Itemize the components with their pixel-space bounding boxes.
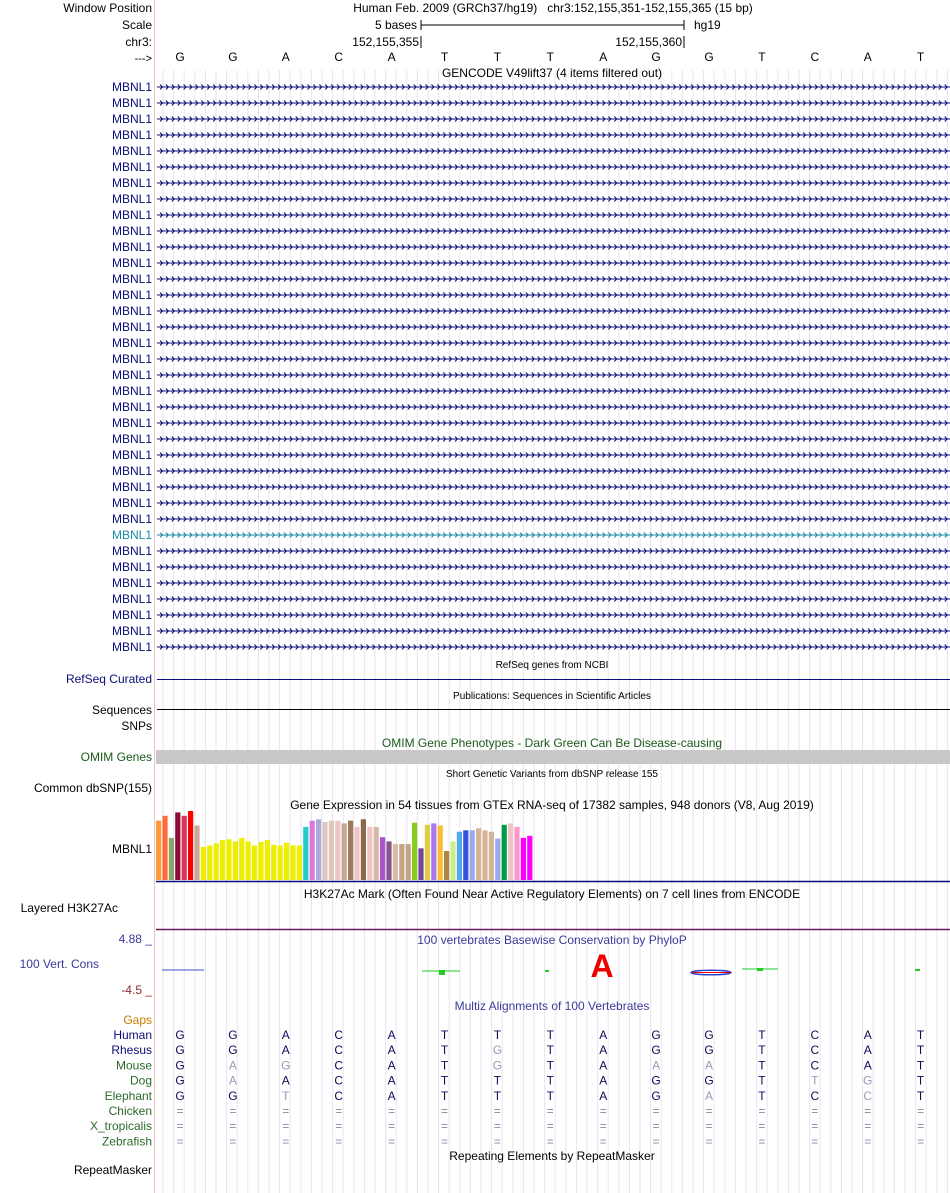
gtex-tissue-bar[interactable] <box>284 843 289 880</box>
gtex-tissue-bar[interactable] <box>214 843 219 880</box>
alignment-base: = <box>176 1134 184 1149</box>
alignment-base: G <box>651 1073 661 1088</box>
alignment-base: G <box>704 1073 714 1088</box>
alignment-base: A <box>599 1073 608 1088</box>
alignment-base: C <box>810 1028 820 1042</box>
alignment-base: = <box>493 1104 501 1118</box>
gtex-tissue-bar[interactable] <box>489 832 494 880</box>
alignment-base: = <box>176 1104 184 1118</box>
alignment-base: T <box>282 1088 290 1103</box>
base-sequence-row <box>175 50 925 64</box>
gencode-gene-label[interactable]: MBNL1 <box>111 320 152 334</box>
alignment-base: T <box>493 1028 502 1042</box>
conservation-label[interactable]: 100 Vert. Cons <box>19 957 99 971</box>
gtex-tissue-bar[interactable] <box>329 821 334 880</box>
alignment-base: = <box>811 1119 819 1134</box>
gtex-tissue-bar[interactable] <box>169 838 174 880</box>
gtex-tissue-bar[interactable] <box>316 819 321 880</box>
alignment-base: = <box>758 1134 766 1149</box>
sequence-base: C <box>334 50 344 64</box>
gtex-tissue-bar[interactable] <box>470 830 475 880</box>
alignment-base: C <box>334 1058 344 1073</box>
gencode-title[interactable]: GENCODE V49lift37 (4 items filtered out) <box>441 66 663 80</box>
gtex-tissue-bar[interactable] <box>156 821 161 880</box>
gtex-tissue-bar[interactable] <box>457 832 462 880</box>
gencode-gene-label[interactable]: MBNL1 <box>111 576 152 590</box>
gencode-gene-label[interactable]: MBNL1 <box>111 560 152 574</box>
alignment-base: A <box>652 1058 661 1073</box>
alignment-base: G <box>175 1043 185 1058</box>
gtex-tissue-bar[interactable] <box>175 812 180 880</box>
alignment-base: G <box>863 1073 873 1088</box>
alignment-base: A <box>863 1028 872 1042</box>
alignment-base: A <box>599 1088 608 1103</box>
gtex-tissue-bar[interactable] <box>310 821 315 880</box>
alignment-base: T <box>758 1043 766 1058</box>
alignment-base: = <box>758 1119 766 1134</box>
alignment-base: C <box>334 1073 344 1088</box>
alignment-base: = <box>652 1119 660 1134</box>
alignment-base: = <box>229 1119 237 1134</box>
omim-label[interactable]: OMIM Genes <box>80 750 152 764</box>
alignment-base: = <box>440 1119 449 1134</box>
alignment-base: = <box>546 1104 554 1118</box>
refseq-title[interactable]: RefSeq genes from NCBI <box>495 660 609 671</box>
alignment-base: = <box>599 1134 607 1149</box>
multiz-title[interactable]: Multiz Alignments of 100 Vertebrates <box>454 999 650 1013</box>
alignment-base: A <box>387 1058 396 1073</box>
window-position-text[interactable]: Human Feb. 2009 (GRCh37/hg19) chr3:152,155,351-152,155,365 (15 bp) <box>353 1 753 15</box>
gencode-gene-label[interactable]: MBNL1 <box>111 608 152 622</box>
alignment-base: T <box>493 1088 502 1103</box>
species-label[interactable]: X_tropicalis <box>89 1119 152 1134</box>
gtex-tissue-bar[interactable] <box>297 846 302 881</box>
gencode-gene-label[interactable]: MBNL1 <box>111 592 152 606</box>
gtex-tissue-bar[interactable] <box>188 811 193 880</box>
conservation-max-label: 4.88 _ <box>118 932 152 946</box>
alignment-base: T <box>916 1058 925 1073</box>
gtex-tissue-bar[interactable] <box>354 827 359 880</box>
gtex-tissue-bar[interactable] <box>444 851 449 880</box>
scale-text: 5 bases <box>374 18 417 32</box>
alignment-base: G <box>228 1088 238 1103</box>
gtex-tissue-bar[interactable] <box>521 838 526 880</box>
alignment-base: = <box>493 1119 501 1134</box>
alignment-base: T <box>440 1073 449 1088</box>
h3k27ac-title[interactable]: H3K27Ac Mark (Often Found Near Active Regulatory Elements) on 7 cell lines from ENCODE <box>303 887 801 901</box>
gtex-tissue-bar[interactable] <box>412 823 417 880</box>
gencode-gene-label[interactable]: MBNL1 <box>111 464 152 478</box>
gtex-title[interactable]: Gene Expression in 54 tissues from GTEx RNA-seq of 17382 samples, 948 donors (V8, Aug 2019) <box>290 798 814 812</box>
conservation-min-label: -4.5 _ <box>121 983 152 997</box>
alignment-base: T <box>546 1058 554 1073</box>
alignment-base: A <box>863 1058 872 1073</box>
gtex-tissue-bar[interactable] <box>399 844 404 880</box>
alignment-base: T <box>546 1043 554 1058</box>
alignment-base: G <box>651 1028 661 1042</box>
gtex-tissue-bar[interactable] <box>201 847 206 880</box>
alignment-base: G <box>651 1088 661 1103</box>
alignment-base: = <box>758 1104 766 1118</box>
gencode-gene-label[interactable]: MBNL1 <box>111 432 152 446</box>
alignment-base: A <box>281 1043 290 1058</box>
alignment-base: = <box>388 1134 396 1149</box>
gtex-tissue-bar[interactable] <box>450 841 455 880</box>
sequence-base: G <box>175 50 185 64</box>
gencode-gene-label[interactable]: MBNL1 <box>111 96 152 110</box>
chr-label: chr3: <box>125 35 152 49</box>
alignment-base: A <box>387 1043 396 1058</box>
gtex-tissue-bar[interactable] <box>386 841 391 880</box>
alignment-base: G <box>228 1028 238 1042</box>
alignment-base: = <box>864 1134 872 1149</box>
alignment-base: = <box>864 1104 872 1118</box>
alignment-base: = <box>229 1134 237 1149</box>
alignment-base: T <box>440 1028 449 1042</box>
gtex-tissue-bar[interactable] <box>220 840 225 880</box>
alignment-base: T <box>916 1088 925 1103</box>
alignment-base: A <box>599 1043 608 1058</box>
dbsnp-title[interactable]: Short Genetic Variants from dbSNP release 155 <box>446 769 658 780</box>
alignment-base: = <box>335 1104 343 1118</box>
sequence-base: G <box>228 50 238 64</box>
gtex-tissue-bar[interactable] <box>406 844 411 880</box>
alignment-base: T <box>546 1028 554 1042</box>
alignment-base: T <box>916 1028 925 1042</box>
alignment-base: G <box>492 1058 503 1073</box>
sequence-base: A <box>599 50 608 64</box>
alignment-base: A <box>228 1073 237 1088</box>
gencode-gene-label[interactable]: MBNL1 <box>111 256 152 270</box>
alignment-base: A <box>387 1028 396 1042</box>
window-position-label: Window Position <box>63 1 152 15</box>
alignment-base: T <box>546 1088 554 1103</box>
alignment-base: = <box>440 1104 449 1118</box>
gtex-tissue-bar[interactable] <box>322 822 327 880</box>
ruler-right-position: 152,155,360 <box>615 35 682 49</box>
gtex-tissue-bar[interactable] <box>425 825 430 880</box>
alignment-base: T <box>758 1058 766 1073</box>
alignment-base: T <box>758 1088 766 1103</box>
gtex-tissue-bar[interactable] <box>258 842 263 880</box>
gencode-gene-label[interactable]: MBNL1 <box>111 176 152 190</box>
alignment-base: G <box>492 1043 503 1058</box>
alignment-base: A <box>704 1088 714 1103</box>
alignment-base: G <box>175 1088 185 1103</box>
sequence-base: A <box>281 50 290 64</box>
omim-title[interactable]: OMIM Gene Phenotypes - Dark Green Can Be Disease-causing <box>381 736 723 750</box>
alignment-base: = <box>282 1134 290 1149</box>
alignment-base: = <box>546 1119 554 1134</box>
gtex-tissue-bar[interactable] <box>431 823 436 880</box>
alignment-base: T <box>440 1043 449 1058</box>
alignment-base: = <box>176 1119 184 1134</box>
gencode-gene-label[interactable]: MBNL1 <box>111 416 152 430</box>
alignment-base: = <box>705 1104 713 1118</box>
gencode-gene-label[interactable]: MBNL1 <box>111 352 152 366</box>
alignment-base: C <box>334 1028 344 1042</box>
alignment-base: T <box>440 1088 449 1103</box>
gtex-tissue-bar[interactable] <box>239 838 244 880</box>
gtex-tissue-bar[interactable] <box>463 830 468 880</box>
sequence-base: T <box>916 50 925 64</box>
refseq-label[interactable]: RefSeq Curated <box>65 672 152 686</box>
alignment-base: = <box>282 1104 290 1118</box>
alignment-base: = <box>546 1134 554 1149</box>
gencode-gene-label[interactable]: MBNL1 <box>111 544 152 558</box>
gtex-tissue-bar[interactable] <box>233 841 238 880</box>
alignment-base: = <box>388 1104 396 1118</box>
alignment-base: T <box>493 1073 502 1088</box>
alignment-base: G <box>175 1028 185 1042</box>
gencode-gene-label[interactable]: MBNL1 <box>111 224 152 238</box>
gtex-tissue-bar[interactable] <box>246 841 251 880</box>
sequence-base: T <box>440 50 449 64</box>
gencode-gene-label[interactable]: MBNL1 <box>111 288 152 302</box>
species-label[interactable]: Mouse <box>115 1058 152 1073</box>
species-label[interactable]: Zebrafish <box>101 1134 152 1149</box>
alignment-base: = <box>917 1104 925 1118</box>
snps-label[interactable]: SNPs <box>121 719 152 733</box>
gtex-tissue-bar[interactable] <box>342 823 347 880</box>
gencode-gene-label[interactable]: MBNL1 <box>111 272 152 286</box>
alignment-base: A <box>704 1058 714 1073</box>
gtex-tissue-bar[interactable] <box>527 836 532 880</box>
gencode-gene-label[interactable]: MBNL1 <box>111 624 152 638</box>
alignment-base: G <box>704 1043 714 1058</box>
alignment-base: C <box>810 1058 820 1073</box>
gencode-gene-label[interactable]: MBNL1 <box>111 336 152 350</box>
gtex-tissue-bar[interactable] <box>495 839 500 880</box>
gencode-gene-label[interactable]: MBNL1 <box>111 640 152 654</box>
alignment-base: T <box>811 1073 819 1088</box>
alignment-base: = <box>652 1134 660 1149</box>
gtex-tissue-bar[interactable] <box>393 844 398 880</box>
gtex-tissue-bar[interactable] <box>418 848 423 880</box>
repeatmasker-label[interactable]: RepeatMasker <box>73 1163 152 1177</box>
alignment-base: = <box>229 1104 237 1118</box>
gtex-tissue-bar[interactable] <box>367 827 372 880</box>
ruler-left-position: 152,155,355 <box>352 35 419 49</box>
gtex-tissue-bar[interactable] <box>380 837 385 880</box>
alignment-base: = <box>282 1119 290 1134</box>
alignment-base: G <box>228 1043 238 1058</box>
gencode-gene-label[interactable]: MBNL1 <box>111 192 152 206</box>
alignment-base: = <box>811 1104 819 1118</box>
gtex-tissue-bar[interactable] <box>438 826 443 881</box>
alignment-base: G <box>175 1058 185 1073</box>
species-label[interactable]: Rhesus <box>111 1043 152 1058</box>
gtex-label[interactable]: MBNL1 <box>111 842 152 856</box>
gtex-tissue-bar[interactable] <box>361 819 366 880</box>
gencode-gene-label[interactable]: MBNL1 <box>111 304 152 318</box>
strand-label: ---> <box>134 53 152 65</box>
alignment-base: = <box>440 1134 449 1149</box>
alignment-base: = <box>864 1119 872 1134</box>
gtex-tissue-bar[interactable] <box>252 846 257 881</box>
alignment-base: = <box>652 1104 660 1118</box>
alignment-base: G <box>704 1028 714 1042</box>
gtex-tissue-bar[interactable] <box>290 846 295 881</box>
alignment-base: A <box>599 1058 608 1073</box>
alignment-base: T <box>758 1028 766 1042</box>
alignment-base: = <box>917 1119 925 1134</box>
gtex-tissue-bar[interactable] <box>226 839 231 880</box>
gencode-gene-label[interactable]: MBNL1 <box>111 160 152 174</box>
publications-label[interactable]: Sequences <box>91 703 152 717</box>
gtex-tissue-bar[interactable] <box>348 821 353 880</box>
alignment-base: T <box>546 1073 554 1088</box>
gtex-tissue-bar[interactable] <box>502 825 507 880</box>
alignment-base: = <box>811 1134 819 1149</box>
gencode-gene-label[interactable]: MBNL1 <box>111 80 152 94</box>
sequence-base: G <box>651 50 661 64</box>
gtex-tissue-bar[interactable] <box>303 827 308 880</box>
gencode-gene-label[interactable]: MBNL1 <box>111 448 152 462</box>
publications-title[interactable]: Publications: Sequences in Scientific Articles <box>453 691 651 702</box>
alignment-base: = <box>705 1119 713 1134</box>
alignment-base: G <box>651 1043 661 1058</box>
alignment-base: A <box>387 1088 396 1103</box>
gencode-gene-label[interactable]: MBNL1 <box>111 144 152 158</box>
sequence-base: A <box>863 50 872 64</box>
sequence-base: T <box>758 50 766 64</box>
sequence-base: T <box>546 50 554 64</box>
gencode-gene-label[interactable]: MBNL1 <box>111 128 152 142</box>
conservation-peak <box>439 970 445 975</box>
gtex-tissue-bar[interactable] <box>508 823 513 880</box>
sequence-base: C <box>810 50 820 64</box>
gtex-tissue-bar[interactable] <box>278 846 283 881</box>
gtex-tissue-bar[interactable] <box>271 845 276 880</box>
alignment-base: A <box>281 1028 290 1042</box>
gencode-gene-label[interactable]: MBNL1 <box>111 400 152 414</box>
gencode-gene-label[interactable]: MBNL1 <box>111 208 152 222</box>
gencode-gene-label[interactable]: MBNL1 <box>111 496 152 510</box>
gtex-tissue-bar[interactable] <box>335 821 340 880</box>
alignment-base: C <box>334 1043 344 1058</box>
gtex-tissue-bar[interactable] <box>182 816 187 880</box>
gtex-tissue-bar[interactable] <box>207 846 212 881</box>
gtex-tissue-bar[interactable] <box>194 826 199 881</box>
alignment-base: = <box>599 1119 607 1134</box>
alignment-base: = <box>388 1119 396 1134</box>
alignment-base: C <box>810 1088 820 1103</box>
alignment-base: T <box>440 1058 449 1073</box>
alignment-base: G <box>281 1058 291 1073</box>
conservation-peak <box>545 970 549 972</box>
alignment-base: T <box>758 1073 766 1088</box>
conservation-logo-letter: A <box>590 948 614 984</box>
alignment-base: A <box>228 1058 237 1073</box>
repeatmasker-title[interactable]: Repeating Elements by RepeatMasker <box>449 1149 655 1163</box>
gtex-tissue-bar[interactable] <box>162 816 167 880</box>
conservation-peak <box>915 969 920 971</box>
sequence-base: G <box>704 50 714 64</box>
scale-label: Scale <box>121 18 152 32</box>
alignment-base: A <box>863 1043 872 1058</box>
gtex-tissue-bar[interactable] <box>265 840 270 880</box>
alignment-base: = <box>705 1134 713 1149</box>
h3k27ac-label[interactable]: Layered H3K27Ac <box>20 901 118 915</box>
alignment-base: = <box>917 1134 925 1149</box>
sequence-base: T <box>493 50 502 64</box>
dbsnp-label[interactable]: Common dbSNP(155) <box>33 781 152 795</box>
gencode-gene-label[interactable]: MBNL1 <box>111 368 152 382</box>
gencode-gene-label[interactable]: MBNL1 <box>111 512 152 526</box>
gencode-gene-label[interactable]: MBNL1 <box>111 480 152 494</box>
sequence-base: A <box>387 50 396 64</box>
gtex-tissue-bar[interactable] <box>514 827 519 880</box>
gencode-gene-label[interactable]: MBNL1 <box>111 240 152 254</box>
gencode-gene-label[interactable]: MBNL1 <box>111 112 152 126</box>
alignment-base: A <box>281 1073 290 1088</box>
gencode-gene-label[interactable]: MBNL1 <box>111 384 152 398</box>
alignment-base: = <box>493 1134 501 1149</box>
gtex-tissue-bar[interactable] <box>476 828 481 880</box>
alignment-base: = <box>335 1134 343 1149</box>
alignment-base: C <box>334 1088 344 1103</box>
alignment-base: A <box>599 1028 608 1042</box>
gtex-tissue-bar[interactable] <box>374 827 379 880</box>
omim-phenotype-bar[interactable] <box>156 750 950 764</box>
species-label[interactable]: Human <box>113 1028 152 1042</box>
species-label[interactable]: Dog <box>129 1073 152 1088</box>
alignment-base: T <box>916 1073 925 1088</box>
gencode-gene-label[interactable]: MBNL1 <box>111 528 152 542</box>
alignment-base: G <box>175 1073 185 1088</box>
gaps-label: Gaps <box>123 1013 152 1027</box>
species-label[interactable]: Elephant <box>104 1088 152 1103</box>
alignment-base: = <box>335 1119 343 1134</box>
alignment-base: C <box>863 1088 873 1103</box>
species-label[interactable]: Chicken <box>108 1104 152 1118</box>
gtex-tissue-bar[interactable] <box>482 830 487 880</box>
conservation-title[interactable]: 100 vertebrates Basewise Conservation by PhyloP <box>417 933 687 947</box>
alignment-base: T <box>916 1043 925 1058</box>
alignment-base: = <box>599 1104 607 1118</box>
assembly-label: hg19 <box>694 18 721 32</box>
alignment-base: C <box>810 1043 820 1058</box>
alignment-base: A <box>387 1073 396 1088</box>
